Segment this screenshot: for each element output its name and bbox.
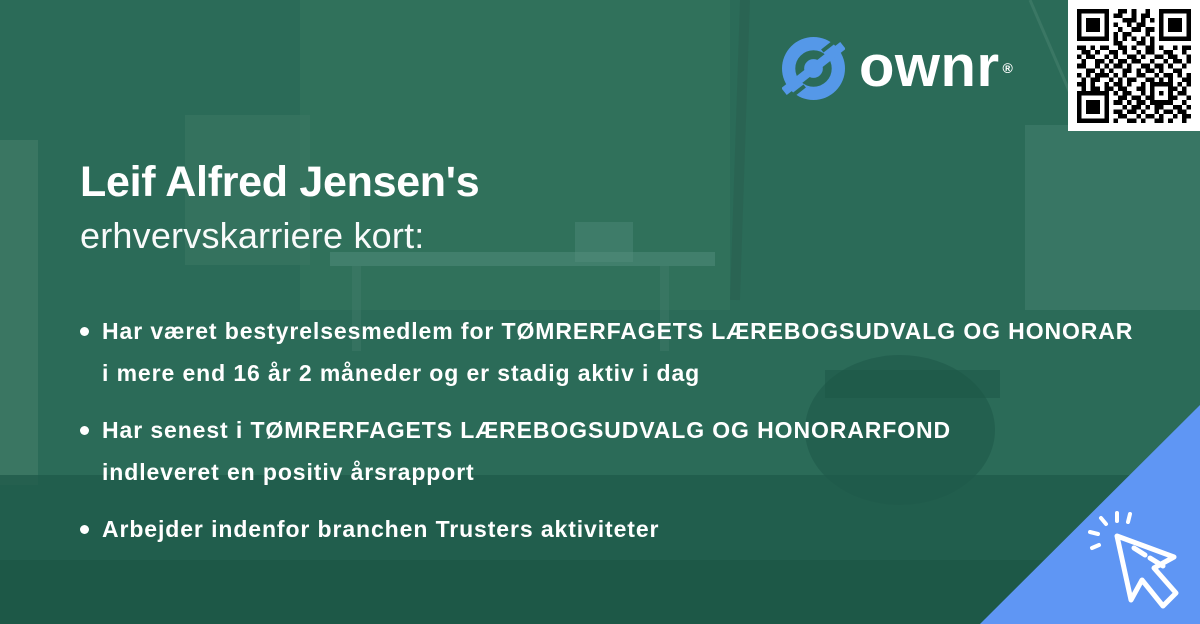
bullet-dot-icon bbox=[80, 327, 89, 336]
bullet-line: Arbejder indenfor branchen Trusters aktiviteter bbox=[102, 516, 660, 542]
qr-code bbox=[1068, 0, 1200, 131]
registered-trademark: ® bbox=[1002, 60, 1014, 76]
brand-wordmark bbox=[859, 34, 1014, 99]
bullet-line: indleveret en positiv årsrapport bbox=[102, 459, 475, 485]
ownr-swirl-icon bbox=[782, 37, 845, 100]
career-bullet-list bbox=[80, 310, 1133, 565]
brand-logo bbox=[782, 34, 1014, 100]
list-item bbox=[80, 409, 1133, 493]
brand-name: ownr bbox=[859, 34, 1000, 99]
headline-block bbox=[80, 156, 479, 258]
bullet-dot-icon bbox=[80, 525, 89, 534]
list-item bbox=[80, 310, 1133, 394]
bullet-line: Har senest i TØMRERFAGETS LÆREBOGSUDVALG OG HONORARFOND bbox=[102, 417, 952, 443]
page-subtitle: erhvervskarriere kort: bbox=[80, 215, 425, 256]
list-item bbox=[80, 508, 1133, 550]
bullet-dot-icon bbox=[80, 426, 89, 435]
bullet-line: Har været bestyrelsesmedlem for TØMRERFAGETS LÆREBOGSUDVALG OG HONORAR bbox=[102, 318, 1134, 344]
page-title: Leif Alfred Jensen's bbox=[80, 158, 480, 206]
bullet-line: i mere end 16 år 2 måneder og er stadig aktiv i dag bbox=[102, 360, 701, 386]
click-cursor-icon bbox=[1086, 510, 1188, 622]
